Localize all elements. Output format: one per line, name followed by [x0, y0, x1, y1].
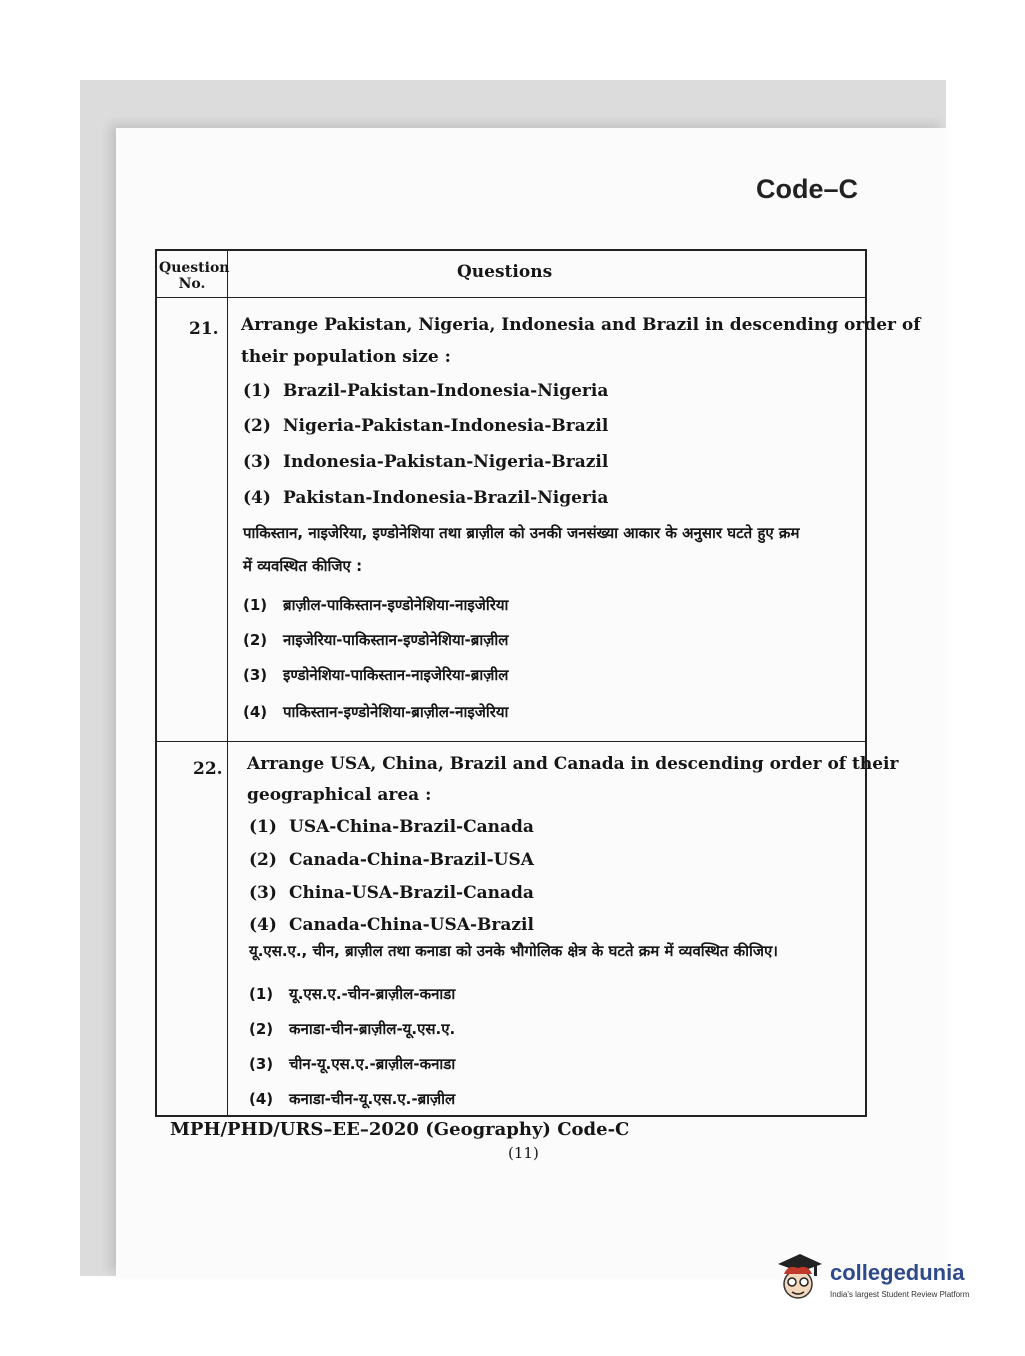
questions-table: [155, 249, 921, 1117]
option: (2) Nigeria-Pakistan-Indonesia-Brazil: [243, 416, 609, 436]
question-number: 21.: [189, 319, 219, 339]
option-hindi: (2) कनाडा-चीन-ब्राज़ील-यू.एस.ए.: [249, 1020, 456, 1038]
collegedunia-logo: [770, 1250, 992, 1320]
option: (1) USA-China-Brazil-Canada: [249, 817, 534, 837]
option: (4) Pakistan-Indonesia-Brazil-Nigeria: [243, 488, 609, 508]
brand-tagline: India's largest Student Review Platform: [830, 1290, 970, 1299]
page-number: (11): [508, 1144, 539, 1162]
question-number: 22.: [193, 759, 223, 779]
header-divider: [157, 297, 865, 298]
option-hindi: (1) ब्राज़ील-पाकिस्तान-इण्डोनेशिया-नाइजेरिया: [243, 596, 509, 614]
option-hindi: (4) पाकिस्तान-इण्डोनेशिया-ब्राज़ील-नाइजेरिया: [243, 703, 509, 721]
question-text-hindi: यू.एस.ए., चीन, ब्राज़ील तथा कनाडा को उनके भौगोलिक क्षेत्र के घटते क्रम में व्यवस्थित कीजिए।: [249, 942, 778, 960]
question-text: geographical area :: [247, 785, 432, 805]
row-divider: [157, 741, 865, 742]
option-hindi: (3) चीन-यू.एस.ए.-ब्राज़ील-कनाडा: [249, 1055, 456, 1073]
option: (1) Brazil-Pakistan-Indonesia-Nigeria: [243, 381, 609, 401]
option-hindi: (3) इण्डोनेशिया-पाकिस्तान-नाइजेरिया-ब्राज़ील: [243, 666, 509, 684]
column-divider: [227, 251, 228, 1115]
question-text: Arrange USA, China, Brazil and Canada in descending order of their: [247, 754, 899, 774]
option: (3) Indonesia-Pakistan-Nigeria-Brazil: [243, 452, 609, 472]
mascot-icon: [770, 1250, 826, 1314]
question-text-hindi: पाकिस्तान, नाइजेरिया, इण्डोनेशिया तथा ब्राज़ील को उनकी जनसंख्या आकार के अनुसार घटते हुए क्रम: [243, 524, 800, 542]
option: (2) Canada-China-Brazil-USA: [249, 850, 534, 870]
option-hindi: (4) कनाडा-चीन-यू.एस.ए.-ब्राज़ील: [249, 1090, 456, 1108]
option: (4) Canada-China-USA-Brazil: [249, 915, 534, 935]
question-text: their population size :: [241, 347, 451, 367]
page-footer: MPH/PHD/URS–EE–2020 (Geography) Code-C: [170, 1119, 630, 1140]
question-text: Arrange Pakistan, Nigeria, Indonesia and Brazil in descending order of: [241, 315, 921, 335]
option: (3) China-USA-Brazil-Canada: [249, 883, 534, 903]
brand-name: collegedunia: [830, 1260, 965, 1285]
option-hindi: (1) यू.एस.ए.-चीन-ब्राज़ील-कनाडा: [249, 985, 456, 1003]
question-text-hindi: में व्यवस्थित कीजिए :: [243, 557, 363, 575]
header-question-no: Question No.: [159, 260, 230, 292]
code-header: Code–C: [756, 174, 859, 204]
option-hindi: (2) नाइजेरिया-पाकिस्तान-इण्डोनेशिया-ब्राज़ील: [243, 631, 509, 649]
header-questions: Questions: [457, 262, 553, 282]
